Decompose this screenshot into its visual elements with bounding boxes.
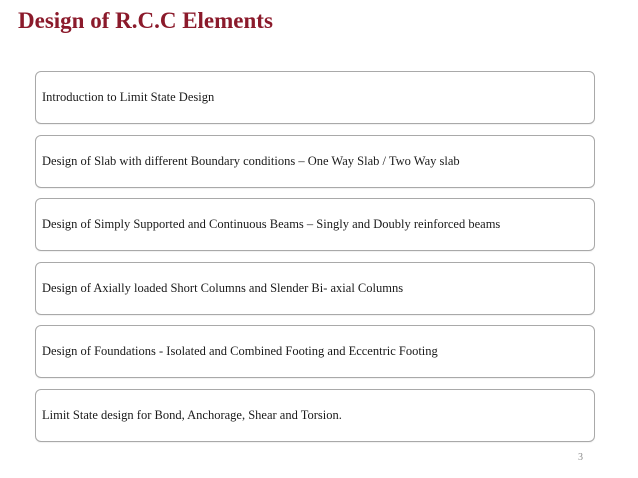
topic-label: Limit State design for Bond, Anchorage, Shear and Torsion. — [42, 407, 342, 422]
topic-box — [35, 325, 595, 378]
topic-box — [35, 135, 595, 188]
topic-label: Introduction to Limit State Design — [42, 90, 215, 104]
topic-label: Design of Axially loaded Short Columns and Slender Bi- axial Columns — [42, 280, 404, 295]
slide-title: Design of R.C.C Elements — [18, 8, 273, 33]
topic-box — [35, 389, 595, 442]
topic-box — [35, 71, 595, 124]
topic-list — [35, 71, 595, 452]
topic-label: Design of Simply Supported and Continuous Beams – Singly and Doubly reinforced beams — [42, 217, 501, 231]
topic-box — [35, 262, 595, 315]
topic-label: Design of Foundations - Isolated and Combined Footing and Eccentric Footing — [42, 344, 438, 358]
topic-box — [35, 198, 595, 251]
topic-label: Design of Slab with different Boundary conditions – One Way Slab / Two Way slab — [42, 153, 460, 168]
page-number: 3 — [578, 452, 583, 463]
